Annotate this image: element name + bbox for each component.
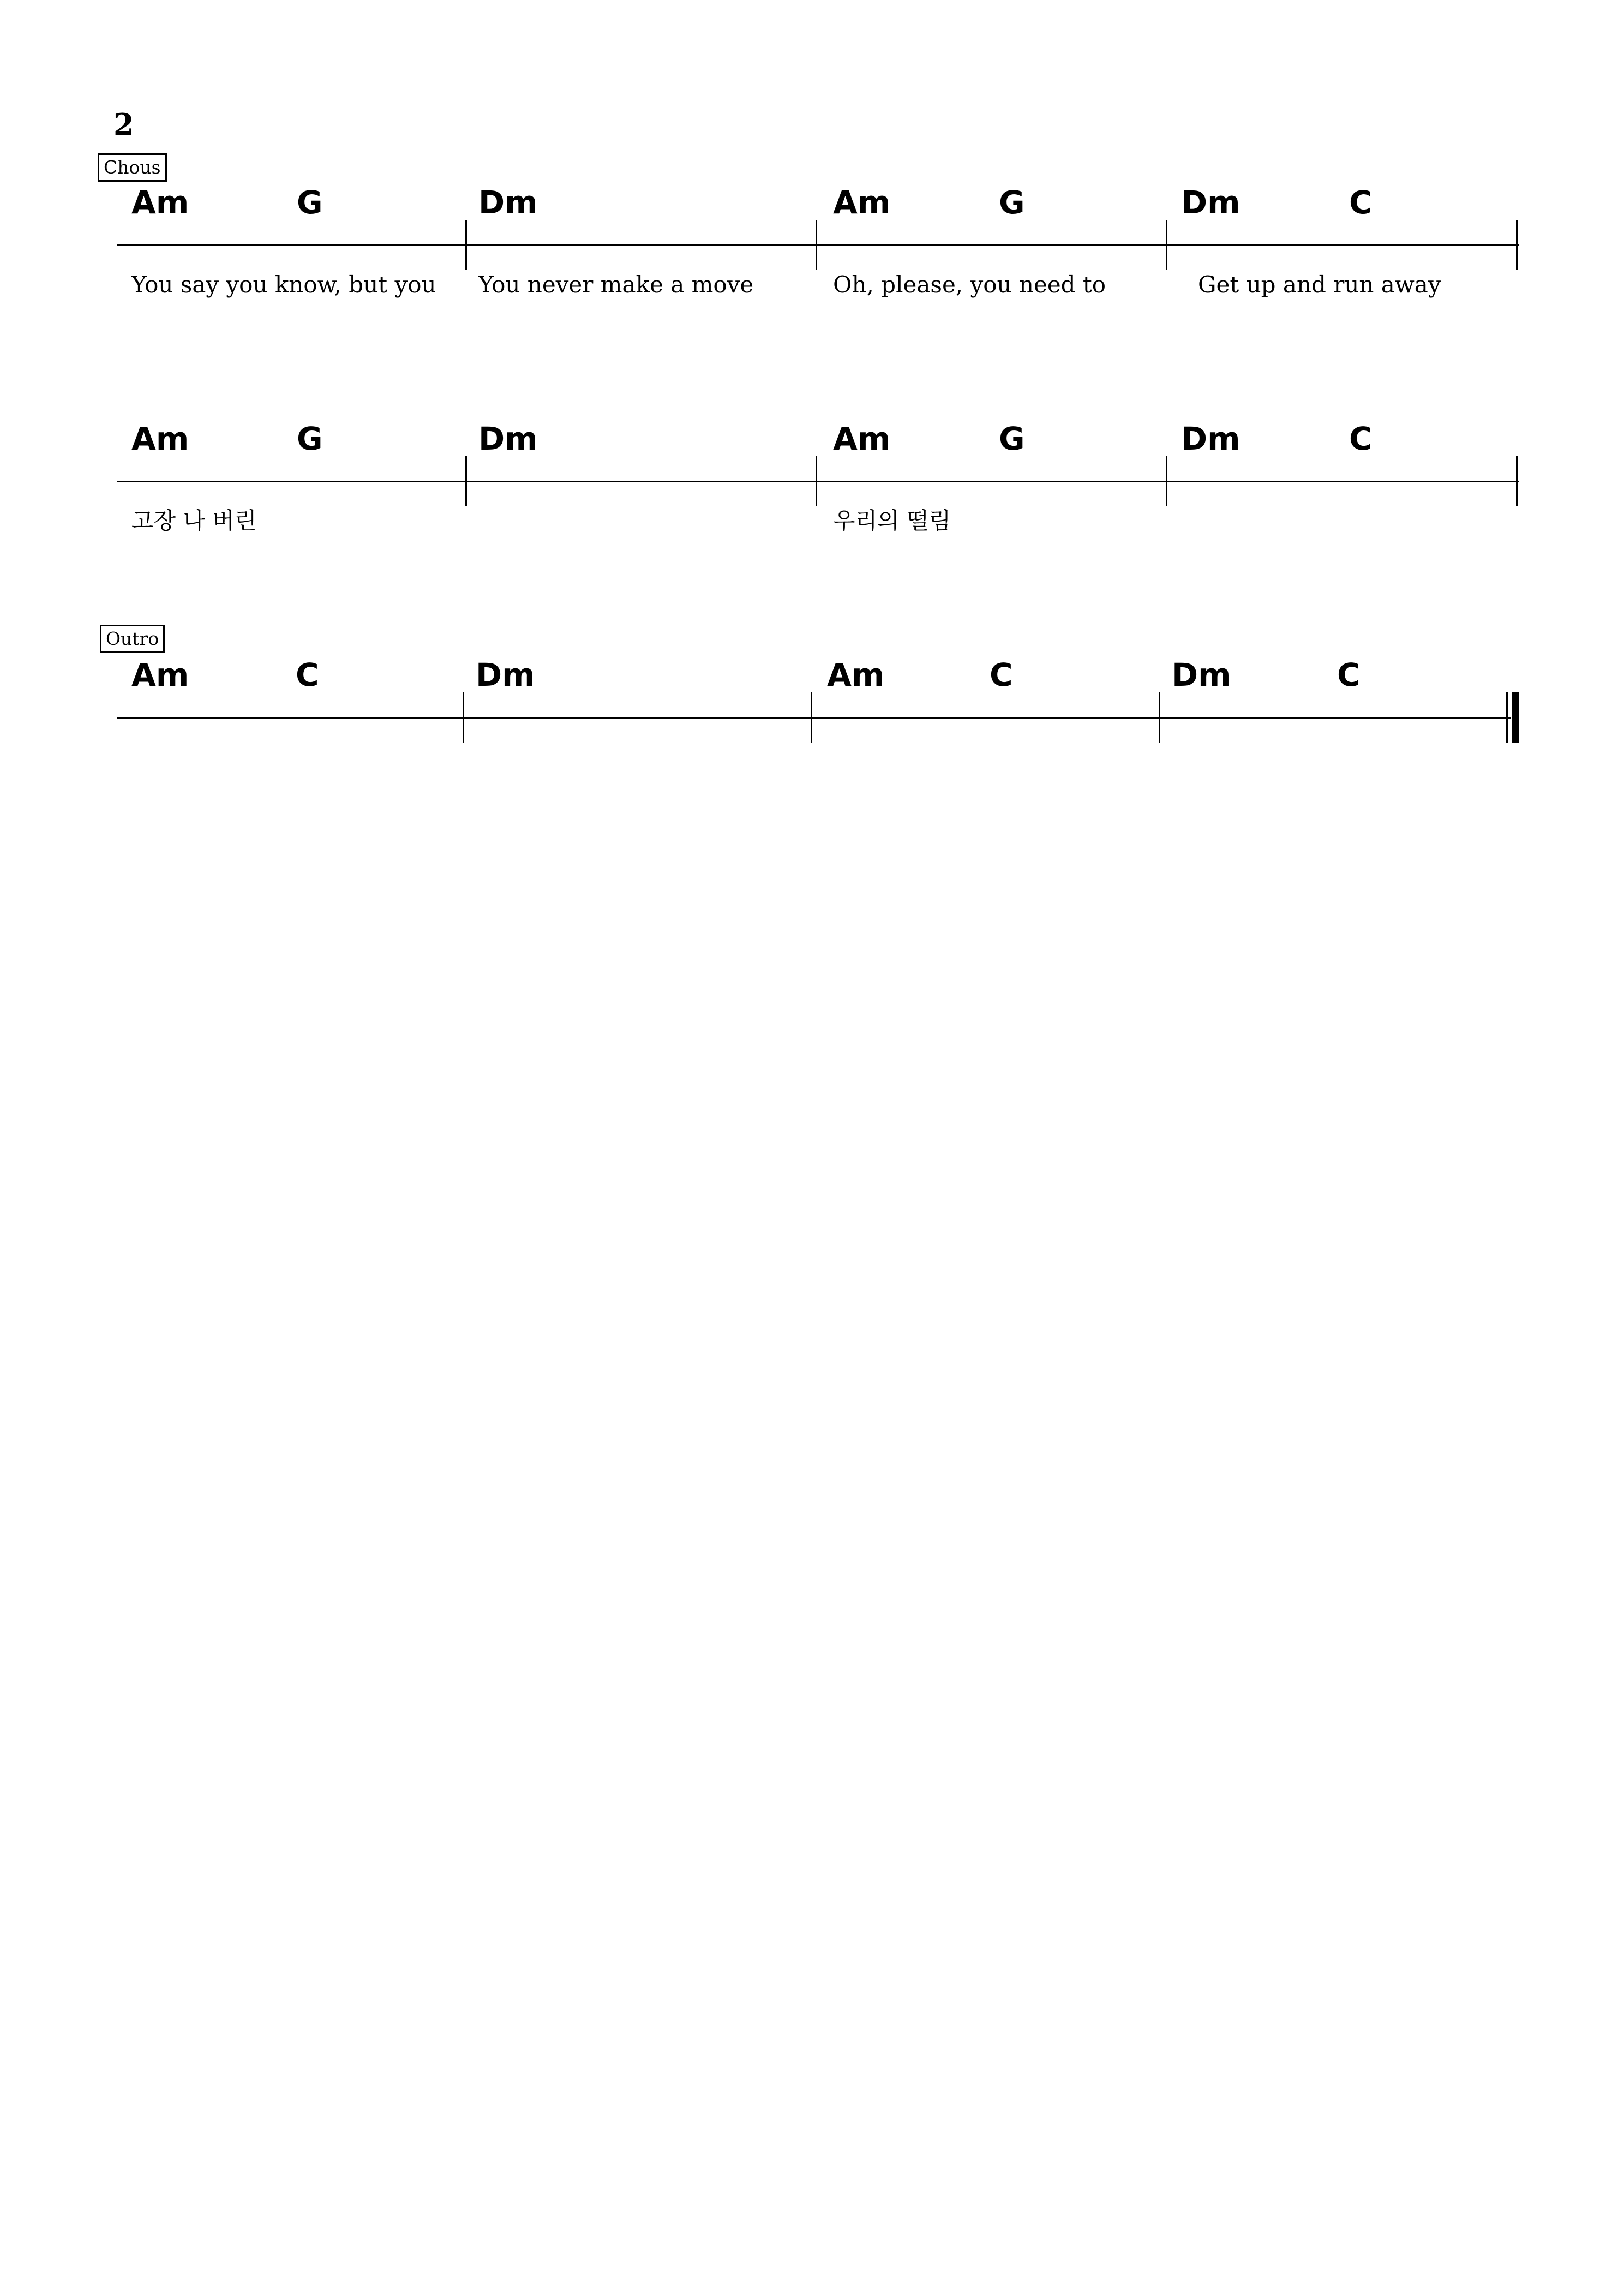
chord: G: [297, 184, 323, 221]
barline: [1166, 456, 1167, 506]
barline: [816, 220, 817, 270]
chord: Am: [833, 184, 891, 221]
chord: G: [999, 184, 1025, 221]
barline: [1159, 692, 1160, 743]
chord: Dm: [1181, 420, 1241, 457]
lyric: Oh, please, you need to: [833, 271, 1106, 298]
section-label-chous: Chous: [98, 153, 167, 182]
lyric: You never make a move: [478, 271, 754, 298]
chord: Dm: [1181, 184, 1241, 221]
chord: Am: [827, 656, 885, 693]
barline: [1516, 220, 1518, 270]
chord: Am: [131, 656, 189, 693]
barline: [463, 692, 464, 743]
staff-line: [117, 717, 1511, 719]
chord: Am: [131, 184, 189, 221]
lyric: Get up and run away: [1198, 271, 1441, 298]
chord: Am: [833, 420, 891, 457]
chord: G: [297, 420, 323, 457]
staff-line: [117, 481, 1519, 482]
lyric: You say you know, but you: [131, 271, 436, 298]
barline: [465, 456, 467, 506]
barline: [811, 692, 812, 743]
chord: Dm: [1172, 656, 1231, 693]
chord: C: [1337, 656, 1361, 693]
barline: [465, 220, 467, 270]
chord: C: [296, 656, 319, 693]
section-label-outro: Outro: [100, 625, 165, 653]
barline: [1516, 456, 1518, 506]
chord: Dm: [476, 656, 535, 693]
chord: Am: [131, 420, 189, 457]
staff-line: [117, 244, 1519, 246]
chord: C: [1349, 420, 1373, 457]
chord: Dm: [478, 184, 538, 221]
barline: [1166, 220, 1167, 270]
lyric: 우리의 떨림: [833, 507, 951, 534]
chord: G: [999, 420, 1025, 457]
chord: C: [1349, 184, 1373, 221]
final-barline-thin: [1506, 692, 1508, 743]
chord: C: [990, 656, 1013, 693]
chord: Dm: [478, 420, 538, 457]
barline: [816, 456, 817, 506]
lyric: 고장 나 버린: [131, 507, 257, 534]
final-barline-thick: [1512, 692, 1519, 743]
page-number: 2: [113, 107, 134, 142]
